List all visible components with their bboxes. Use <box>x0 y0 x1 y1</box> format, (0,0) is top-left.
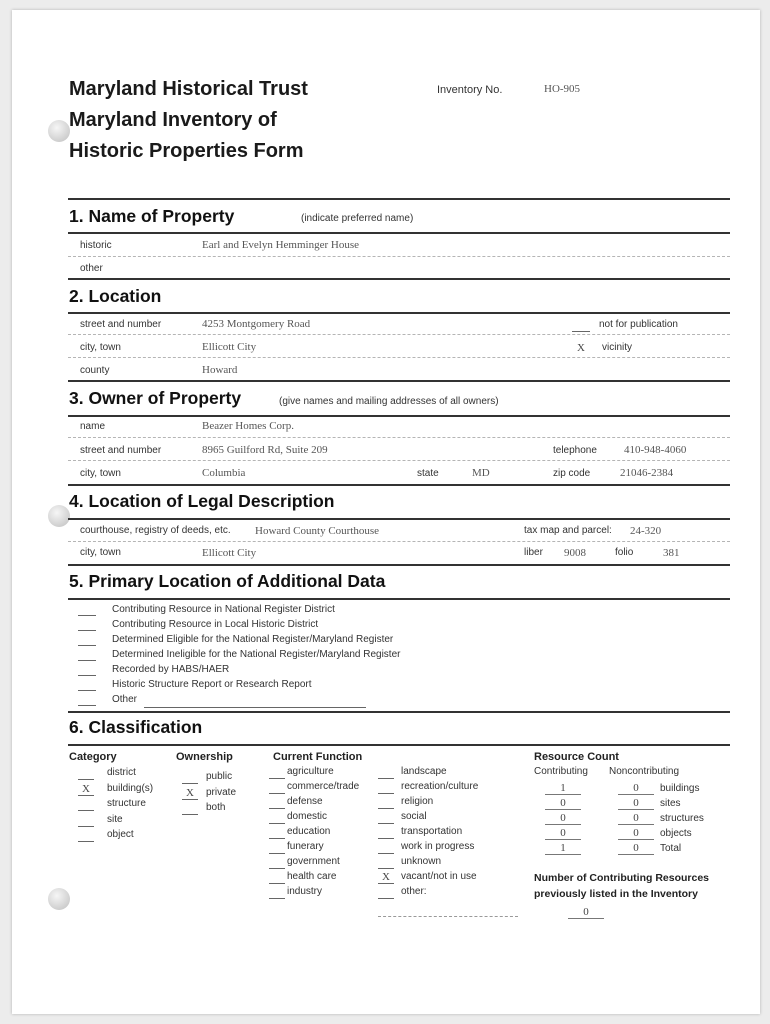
folio-label: folio <box>615 547 634 558</box>
function-head: Current Function <box>273 751 363 763</box>
inventory-value: HO-905 <box>544 83 581 95</box>
function-item-blank[interactable] <box>269 883 285 884</box>
vicinity-label: vicinity <box>602 342 633 353</box>
additional-data-item: Determined Ineligible for the National Register/Maryland Register <box>112 649 401 660</box>
function-item-label: other: <box>401 886 427 897</box>
folio-value: 381 <box>663 547 680 559</box>
additional-data-checkbox[interactable] <box>78 630 96 631</box>
ownership-item-label: private <box>206 786 237 798</box>
contributing-head: Contributing <box>534 766 588 777</box>
noncontributing-count[interactable]: 0 <box>618 797 654 810</box>
state-value: MD <box>472 467 490 479</box>
function-item-label: funerary <box>287 841 324 852</box>
additional-data-item: Contributing Resource in National Register District <box>112 604 335 615</box>
function-item-label: work in progress <box>401 841 475 852</box>
contributing-count[interactable]: 1 <box>545 782 581 795</box>
function-item-blank[interactable] <box>269 823 285 824</box>
divider <box>68 711 730 713</box>
divider <box>68 312 730 314</box>
contributing-count[interactable]: 0 <box>545 827 581 840</box>
function-item-label: agriculture <box>287 766 334 777</box>
zip-label: zip code <box>553 468 591 479</box>
resource-type-label: structures <box>660 813 704 824</box>
county-value: Howard <box>202 364 238 376</box>
ownership-item-blank[interactable] <box>182 799 198 800</box>
street-value: 4253 Montgomery Road <box>202 318 311 330</box>
legal-city-label: city, town <box>80 547 121 558</box>
divider <box>68 744 730 746</box>
other-location-line <box>144 707 366 708</box>
additional-data-checkbox[interactable] <box>78 660 96 661</box>
divider <box>68 256 730 257</box>
divider <box>68 460 730 461</box>
other-name-label: other <box>80 263 103 274</box>
state-label: state <box>417 468 439 479</box>
function-item-blank[interactable] <box>378 883 394 884</box>
historic-value: Earl and Evelyn Hemminger House <box>202 239 360 251</box>
additional-data-checkbox[interactable] <box>78 690 96 691</box>
function-item-blank[interactable] <box>378 808 394 809</box>
contributing-count[interactable]: 0 <box>545 812 581 825</box>
function-item-blank[interactable] <box>378 868 394 869</box>
section-3-note: (give names and mailing addresses of all owners) <box>279 396 499 407</box>
inventory-label: Inventory No. <box>437 84 503 96</box>
additional-data-item: Recorded by HABS/HAER <box>112 664 230 675</box>
owner-street-label: street and number <box>80 445 162 456</box>
category-item-label: structure <box>107 798 146 809</box>
owner-city-label: city, town <box>80 468 121 479</box>
vicinity-checkbox[interactable]: X <box>577 342 585 354</box>
divider <box>68 541 730 542</box>
function-item-label: health care <box>287 871 337 882</box>
form-title-line3: Historic Properties Form <box>69 140 304 162</box>
form-title-line1: Maryland Historical Trust <box>69 78 308 100</box>
contributing-count[interactable]: 1 <box>545 842 581 855</box>
section-1-heading: 1. Name of Property <box>69 206 235 226</box>
county-label: county <box>80 365 110 376</box>
additional-data-item: Contributing Resource in Local Historic District <box>112 619 319 630</box>
function-item-label: landscape <box>401 766 447 777</box>
owner-name-label: name <box>80 421 106 432</box>
function-item-label: commerce/trade <box>287 781 360 792</box>
courthouse-value: Howard County Courthouse <box>255 525 380 537</box>
function-item-blank[interactable] <box>269 778 285 779</box>
previously-listed-line2: previously listed in the Inventory <box>534 888 698 900</box>
ownership-item-mark[interactable]: X <box>186 786 194 799</box>
category-item-label: building(s) <box>107 782 154 794</box>
additional-data-checkbox[interactable] <box>78 615 96 616</box>
divider <box>68 198 730 200</box>
function-item-mark[interactable]: X <box>382 871 390 883</box>
section-3-heading: 3. Owner of Property <box>69 388 242 408</box>
category-item-blank[interactable] <box>78 841 94 842</box>
category-item-blank[interactable] <box>78 826 94 827</box>
divider <box>68 437 730 438</box>
function-item-blank[interactable] <box>269 868 285 869</box>
section-6-heading: 6. Classification <box>69 717 203 737</box>
function-item-blank[interactable] <box>378 898 394 899</box>
category-item-blank[interactable] <box>78 779 94 780</box>
function-item-label: domestic <box>287 811 328 822</box>
function-item-blank[interactable] <box>378 778 394 779</box>
street-label: street and number <box>80 319 162 330</box>
additional-data-checkbox[interactable] <box>78 705 96 706</box>
divider <box>68 334 730 335</box>
owner-city-value: Columbia <box>202 467 246 479</box>
nfp-checkbox[interactable] <box>572 331 590 332</box>
noncontributing-head: Noncontributing <box>609 766 680 777</box>
noncontributing-count[interactable]: 0 <box>618 782 654 795</box>
function-item-label: defense <box>287 796 323 807</box>
additional-data-item: Historic Structure Report or Research Report <box>112 679 312 690</box>
additional-data-checkbox[interactable] <box>78 675 96 676</box>
function-item-label: education <box>287 826 331 837</box>
divider <box>68 380 730 382</box>
function-other-line <box>378 916 518 917</box>
ownership-item-label: both <box>206 802 226 813</box>
nfp-label: not for publication <box>599 319 678 330</box>
section-5-heading: 5. Primary Location of Additional Data <box>69 571 386 591</box>
resource-type-label: sites <box>660 798 681 809</box>
form-page <box>12 10 760 1014</box>
divider <box>68 564 730 566</box>
function-item-label: vacant/not in use <box>401 871 477 882</box>
function-item-label: unknown <box>401 856 442 867</box>
divider <box>68 278 730 280</box>
resource-type-label: objects <box>660 828 692 839</box>
category-item-mark[interactable]: X <box>82 782 90 795</box>
section-1-note: (indicate preferred name) <box>301 213 414 224</box>
section-4-heading: 4. Location of Legal Description <box>69 491 335 511</box>
taxmap-value: 24-320 <box>630 525 662 537</box>
category-item-blank[interactable] <box>78 795 94 796</box>
function-item-blank[interactable] <box>378 853 394 854</box>
noncontributing-count[interactable]: 0 <box>618 827 654 840</box>
telephone-label: telephone <box>553 445 597 456</box>
function-item-label: industry <box>287 886 323 897</box>
owner-name-value: Beazer Homes Corp. <box>202 420 294 432</box>
divider <box>68 415 730 417</box>
divider <box>68 518 730 520</box>
divider <box>68 484 730 486</box>
function-item-label: religion <box>401 796 434 807</box>
resource-type-label: Total <box>660 843 682 854</box>
category-item-label: object <box>107 829 134 840</box>
taxmap-label: tax map and parcel: <box>524 525 612 536</box>
additional-data-item: Determined Eligible for the National Register/Maryland Register <box>112 634 394 645</box>
category-item-label: district <box>107 767 136 778</box>
resource-count-head: Resource Count <box>534 751 619 763</box>
form-title-line2: Maryland Inventory of <box>69 109 277 131</box>
function-item-blank[interactable] <box>269 838 285 839</box>
function-item-label: recreation/culture <box>401 781 479 792</box>
zip-value: 21046-2384 <box>620 467 674 479</box>
punch-hole-top <box>48 120 70 142</box>
function-item-blank[interactable] <box>269 808 285 809</box>
category-item-label: site <box>107 813 123 825</box>
noncontributing-count[interactable]: 0 <box>618 812 654 825</box>
ownership-head: Ownership <box>176 751 233 763</box>
ownership-item-blank[interactable] <box>182 814 198 815</box>
function-item-blank[interactable] <box>378 793 394 794</box>
punch-hole-middle <box>48 505 70 527</box>
courthouse-label: courthouse, registry of deeds, etc. <box>80 525 231 536</box>
liber-value: 9008 <box>564 547 586 559</box>
function-item-blank[interactable] <box>378 823 394 824</box>
ownership-item-label: public <box>206 771 233 782</box>
function-item-label: transportation <box>401 826 463 837</box>
section-2-heading: 2. Location <box>69 286 162 306</box>
liber-label: liber <box>524 547 543 558</box>
function-item-blank[interactable] <box>378 838 394 839</box>
category-head: Category <box>69 751 117 763</box>
function-item-blank[interactable] <box>269 853 285 854</box>
function-item-label: government <box>287 856 340 867</box>
punch-hole-bottom <box>48 888 70 910</box>
resource-type-label: buildings <box>660 783 700 794</box>
city-label: city, town <box>80 342 121 353</box>
divider <box>68 357 730 358</box>
additional-data-item: Other <box>112 694 138 705</box>
previously-listed-value[interactable]: 0 <box>568 906 604 919</box>
telephone-value: 410-948-4060 <box>624 444 687 456</box>
category-item-blank[interactable] <box>78 810 94 811</box>
divider <box>68 232 730 234</box>
owner-street-value: 8965 Guilford Rd, Suite 209 <box>202 444 328 456</box>
previously-listed-line1: Number of Contributing Resources <box>534 872 710 884</box>
noncontributing-count[interactable]: 0 <box>618 842 654 855</box>
divider <box>68 598 730 600</box>
contributing-count[interactable]: 0 <box>545 797 581 810</box>
function-item-blank[interactable] <box>269 898 285 899</box>
historic-label: historic <box>80 240 112 251</box>
city-value: Ellicott City <box>202 341 257 353</box>
function-item-label: social <box>401 811 427 822</box>
additional-data-checkbox[interactable] <box>78 645 96 646</box>
function-item-blank[interactable] <box>269 793 285 794</box>
ownership-item-blank[interactable] <box>182 783 198 784</box>
legal-city-value: Ellicott City <box>202 547 257 559</box>
